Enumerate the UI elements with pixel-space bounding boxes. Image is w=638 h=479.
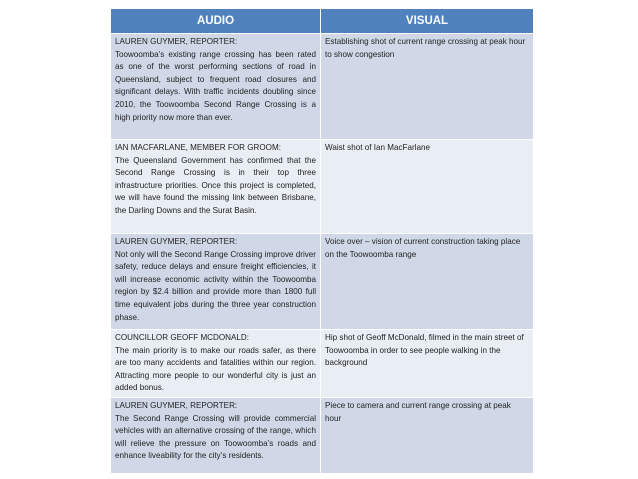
audio-text: The main priority is to make our roads safer, as there are too many accidents and fatalities within our region. Attracting more people to our wonderful city is just an added bonus. — [115, 345, 316, 393]
table-row — [111, 234, 534, 330]
visual-text: Establishing shot of current range crossing at peak hour to show congestion — [325, 37, 526, 59]
table-row — [111, 330, 534, 398]
audio-header: AUDIO — [111, 9, 321, 34]
visual-text: Hip shot of Geoff McDonald, filmed in the main street of Toowoomba in order to see people walking in the background — [325, 333, 524, 368]
visual-cell — [321, 330, 534, 398]
visual-header: VISUAL — [321, 9, 534, 34]
speaker-label: LAUREN GUYMER, REPORTER: — [115, 237, 238, 246]
script-table — [110, 8, 534, 474]
visual-cell — [321, 397, 534, 473]
table-row — [111, 34, 534, 140]
audio-text: Not only will the Second Range Crossing improve driver safety, reduce delays and ensure freight efficiencies, it will increase economic activity within the Toowoomba region by $2.4 billion and provide more than 1800 full time equivalent jobs during the three year construction phase. — [115, 249, 316, 322]
audio-text: The Queensland Government has confirmed that the Second Range Crossing is in their top three infrastructure priorities. Once this project is completed, we will have found the missing link between Brisbane, the Darling Downs and the Surat Basin. — [115, 155, 316, 215]
visual-cell — [321, 140, 534, 234]
visual-text: Voice over – vision of current construction taking place on the Toowoomba range — [325, 237, 521, 259]
audio-cell — [111, 34, 321, 140]
audio-cell — [111, 397, 321, 473]
audio-text: The Second Range Crossing will provide commercial vehicles with an alternative crossing of the range, which will relieve the pressure on Toowoomba’s roads and enhance liveability for the city’s residents. — [115, 413, 316, 461]
table-row — [111, 140, 534, 234]
header-row — [111, 9, 534, 34]
speaker-label: LAUREN GUYMER, REPORTER: — [115, 37, 238, 46]
visual-text: Waist shot of Ian MacFarlane — [325, 143, 430, 152]
speaker-label: LAUREN GUYMER, REPORTER: — [115, 400, 238, 410]
audio-cell — [111, 234, 321, 330]
speaker-label: COUNCILLOR GEOFF MCDONALD: — [115, 333, 250, 342]
visual-text: Piece to camera and current range crossing at peak hour — [325, 400, 511, 423]
audio-cell — [111, 330, 321, 398]
visual-cell — [321, 234, 534, 330]
audio-cell — [111, 140, 321, 234]
speaker-label: IAN MACFARLANE, MEMBER FOR GROOM: — [115, 143, 281, 152]
audio-text: Toowoomba’s existing range crossing has been rated as one of the worst performing sections of road in Queensland, subject to frequent road closures and significant delays. With traffic incidents doubling since 2010, the Toowoomba Second Range Crossing is a high priority now more than ever. — [115, 49, 316, 122]
visual-cell — [321, 34, 534, 140]
table-row — [111, 397, 534, 473]
